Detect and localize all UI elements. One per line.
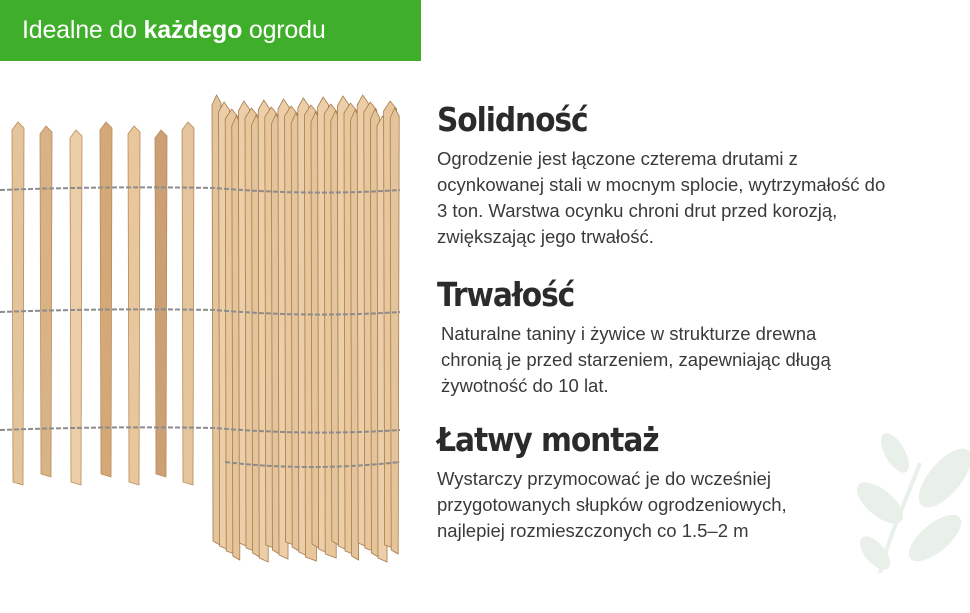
leaves-icon xyxy=(850,423,970,573)
section-heading: Trwałość xyxy=(437,275,575,314)
body-line: ocynkowanej stali w mocnym splocie, wytrzymałość do xyxy=(437,174,886,195)
banner-text-bold: każdego xyxy=(143,16,243,44)
body-line: 3 ton. Warstwa ocynku chroni drut przed korozją, xyxy=(437,200,838,221)
wooden-fence-roll-image xyxy=(0,90,420,570)
body-line: przygotowanych słupków ogrodzeniowych, xyxy=(437,494,787,515)
body-line: Wystarczy przymocować je do wcześniej xyxy=(437,468,771,489)
body-line: Naturalne taniny i żywice w strukturze drewna xyxy=(441,323,817,344)
section-body xyxy=(437,321,962,399)
section-heading: Solidność xyxy=(437,100,588,139)
section-heading: Łatwy montaż xyxy=(437,420,659,459)
section-durability xyxy=(437,275,962,399)
body-line: chronią je przed starzeniem, zapewniając długą xyxy=(441,349,831,370)
banner-text-after: ogrodu xyxy=(242,16,326,44)
banner-text-before: Idealne do xyxy=(22,16,144,44)
section-body xyxy=(437,146,962,250)
body-line: Ogrodzenie jest łączone czterema drutami z xyxy=(437,148,798,169)
header-banner xyxy=(0,0,421,61)
section-solidity xyxy=(437,100,962,250)
body-line: żywotność do 10 lat. xyxy=(441,375,609,396)
body-line: najlepiej rozmieszczonych co 1.5–2 m xyxy=(437,520,749,541)
body-line: zwiększając jego trwałość. xyxy=(437,226,654,247)
